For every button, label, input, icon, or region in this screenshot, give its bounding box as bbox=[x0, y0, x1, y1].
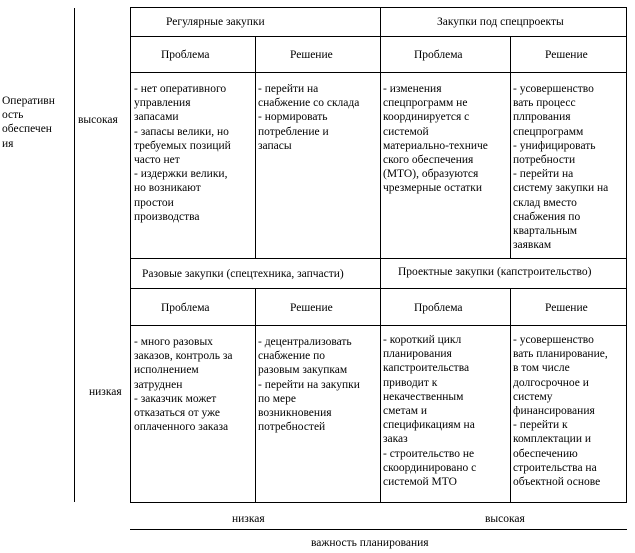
list-item: требуемых позиций bbox=[134, 139, 231, 152]
problem-header: Проблема bbox=[161, 302, 210, 314]
list-item: комплектации и bbox=[513, 433, 592, 446]
quadrant-title-special-projects: Закупки под спецпроекты bbox=[437, 16, 564, 28]
grid-line bbox=[130, 7, 627, 8]
grid-line bbox=[130, 502, 627, 503]
list-item: - заказчик может bbox=[134, 392, 217, 405]
list-item: спецпрограмм bbox=[513, 125, 584, 138]
list-item: - изменения bbox=[383, 83, 442, 95]
list-item: спецпрограмм не bbox=[383, 97, 468, 110]
list-item: системой bbox=[383, 125, 429, 138]
x-axis-low-label: низкая bbox=[232, 513, 265, 525]
y-axis-low-label: низкая bbox=[89, 386, 122, 398]
list-item: сметам и bbox=[383, 405, 428, 418]
y-axis-line bbox=[74, 8, 75, 502]
list-item: некачественным bbox=[383, 390, 464, 403]
quadrant-title-regular-purchases: Регулярные закупки bbox=[166, 16, 265, 28]
list-item: вать планирование, bbox=[513, 348, 608, 361]
solution-list bbox=[258, 82, 359, 153]
list-item: но возникают bbox=[134, 182, 201, 195]
problem-header: Проблема bbox=[414, 302, 463, 314]
list-item: запасами bbox=[134, 111, 179, 124]
list-item: заказов, контроль за bbox=[134, 350, 233, 363]
quadrant-title-one-off-purchases: Разовые закупки (спецтехника, запчасти) bbox=[142, 268, 344, 280]
list-item: (МТО), образуются bbox=[383, 168, 479, 181]
quadrant-title-project-purchases: Проектные закупки (капстроительство) bbox=[398, 266, 592, 278]
problem-list bbox=[134, 335, 233, 434]
list-item: заявкам bbox=[513, 239, 552, 252]
grid-line bbox=[130, 36, 627, 37]
list-item: по мере bbox=[258, 392, 297, 405]
list-item: финансирования bbox=[513, 405, 595, 418]
list-item: исполнением bbox=[134, 364, 199, 377]
grid-line bbox=[130, 325, 627, 326]
x-axis-title: важность планирования bbox=[311, 537, 429, 549]
y-axis-high-label: высокая bbox=[78, 114, 118, 126]
x-axis-high-label: высокая bbox=[485, 513, 525, 525]
list-item: оплаченного заказа bbox=[134, 421, 229, 434]
list-item: производства bbox=[134, 210, 200, 223]
list-item: долгосрочное и bbox=[513, 376, 589, 389]
list-item: - унифицировать bbox=[513, 139, 596, 152]
list-item: - короткий цикл bbox=[383, 334, 462, 346]
grid-line bbox=[510, 288, 511, 502]
list-item: - строительство не bbox=[383, 447, 475, 460]
list-item: системой МТО bbox=[383, 476, 457, 489]
list-item: обеспечению bbox=[513, 447, 578, 460]
list-item: чрезмерные остатки bbox=[383, 182, 483, 195]
list-item: разовым закупкам bbox=[258, 364, 348, 377]
list-item: - запасы велики, но bbox=[134, 125, 229, 138]
list-item: заказ bbox=[383, 433, 408, 446]
list-item: спецификациям на bbox=[383, 419, 475, 432]
list-item: - усовершенство bbox=[513, 83, 594, 95]
solution-header: Решение bbox=[545, 49, 588, 61]
list-item: - децентрализовать bbox=[258, 336, 352, 348]
list-item: систему bbox=[513, 390, 553, 403]
list-item: в том числе bbox=[513, 362, 570, 375]
grid-line bbox=[130, 288, 627, 289]
list-item: объектной основе bbox=[513, 476, 601, 489]
list-item: - нет оперативного bbox=[134, 83, 227, 95]
list-item: простои bbox=[134, 196, 174, 209]
list-item: - перейти на bbox=[258, 83, 319, 95]
list-item: отказаться от уже bbox=[134, 407, 221, 420]
list-item: запасы bbox=[258, 139, 292, 152]
list-item: снабжения по bbox=[513, 210, 581, 223]
list-item: материально-техниче bbox=[383, 139, 488, 152]
list-item: - издержки велики, bbox=[134, 168, 228, 181]
problem-list bbox=[383, 82, 488, 196]
grid-line bbox=[510, 36, 511, 258]
solution-header: Решение bbox=[290, 49, 333, 61]
list-item: ского обеспечения bbox=[383, 154, 474, 167]
list-item: - перейти на закупки bbox=[258, 378, 360, 391]
grid-line bbox=[255, 288, 256, 502]
solution-header: Решение bbox=[545, 302, 588, 314]
problem-list bbox=[383, 333, 476, 489]
grid-line bbox=[130, 258, 627, 259]
solution-list bbox=[513, 82, 608, 252]
list-item: - усовершенство bbox=[513, 334, 594, 346]
list-item: координируется с bbox=[383, 111, 470, 124]
list-item: капстроительства bbox=[383, 362, 470, 375]
list-item: - перейти на bbox=[513, 168, 574, 181]
list-item: приводит к bbox=[383, 376, 438, 389]
list-item: потребление и bbox=[258, 125, 329, 138]
list-item: склад вместо bbox=[513, 196, 577, 209]
grid-line bbox=[626, 7, 627, 503]
list-item: снабжение по bbox=[258, 350, 326, 363]
list-item: систему закупки на bbox=[513, 182, 609, 195]
list-item: возникновения bbox=[258, 407, 332, 420]
list-item: - перейти к bbox=[513, 419, 568, 432]
list-item: - много разовых bbox=[134, 336, 213, 348]
list-item: затруднен bbox=[134, 378, 183, 391]
problem-header: Проблема bbox=[414, 49, 463, 61]
list-item: скоординировано с bbox=[383, 461, 477, 474]
list-item: потребностей bbox=[258, 421, 326, 434]
grid-line bbox=[255, 36, 256, 258]
grid-line bbox=[130, 7, 131, 503]
list-item: строительства на bbox=[513, 461, 597, 474]
list-item: плпрования bbox=[513, 111, 571, 124]
grid-line bbox=[380, 7, 381, 503]
list-item: - нормировать bbox=[258, 111, 328, 124]
list-item: потребности bbox=[513, 154, 576, 167]
list-item: управления bbox=[134, 97, 191, 110]
problem-header: Проблема bbox=[161, 49, 210, 61]
grid-line bbox=[130, 72, 627, 73]
list-item: часто нет bbox=[134, 154, 180, 167]
list-item: вать процесс bbox=[513, 97, 576, 110]
y-axis-title: Оперативн ость обеспечен ия bbox=[2, 95, 55, 150]
solution-list bbox=[513, 333, 608, 489]
x-axis-line bbox=[130, 529, 627, 530]
list-item: квартальным bbox=[513, 225, 578, 238]
list-item: снабжение со склада bbox=[258, 97, 360, 110]
problem-list bbox=[134, 82, 231, 224]
list-item: планирования bbox=[383, 348, 452, 361]
solution-list bbox=[258, 335, 360, 434]
solution-header: Решение bbox=[290, 302, 333, 314]
